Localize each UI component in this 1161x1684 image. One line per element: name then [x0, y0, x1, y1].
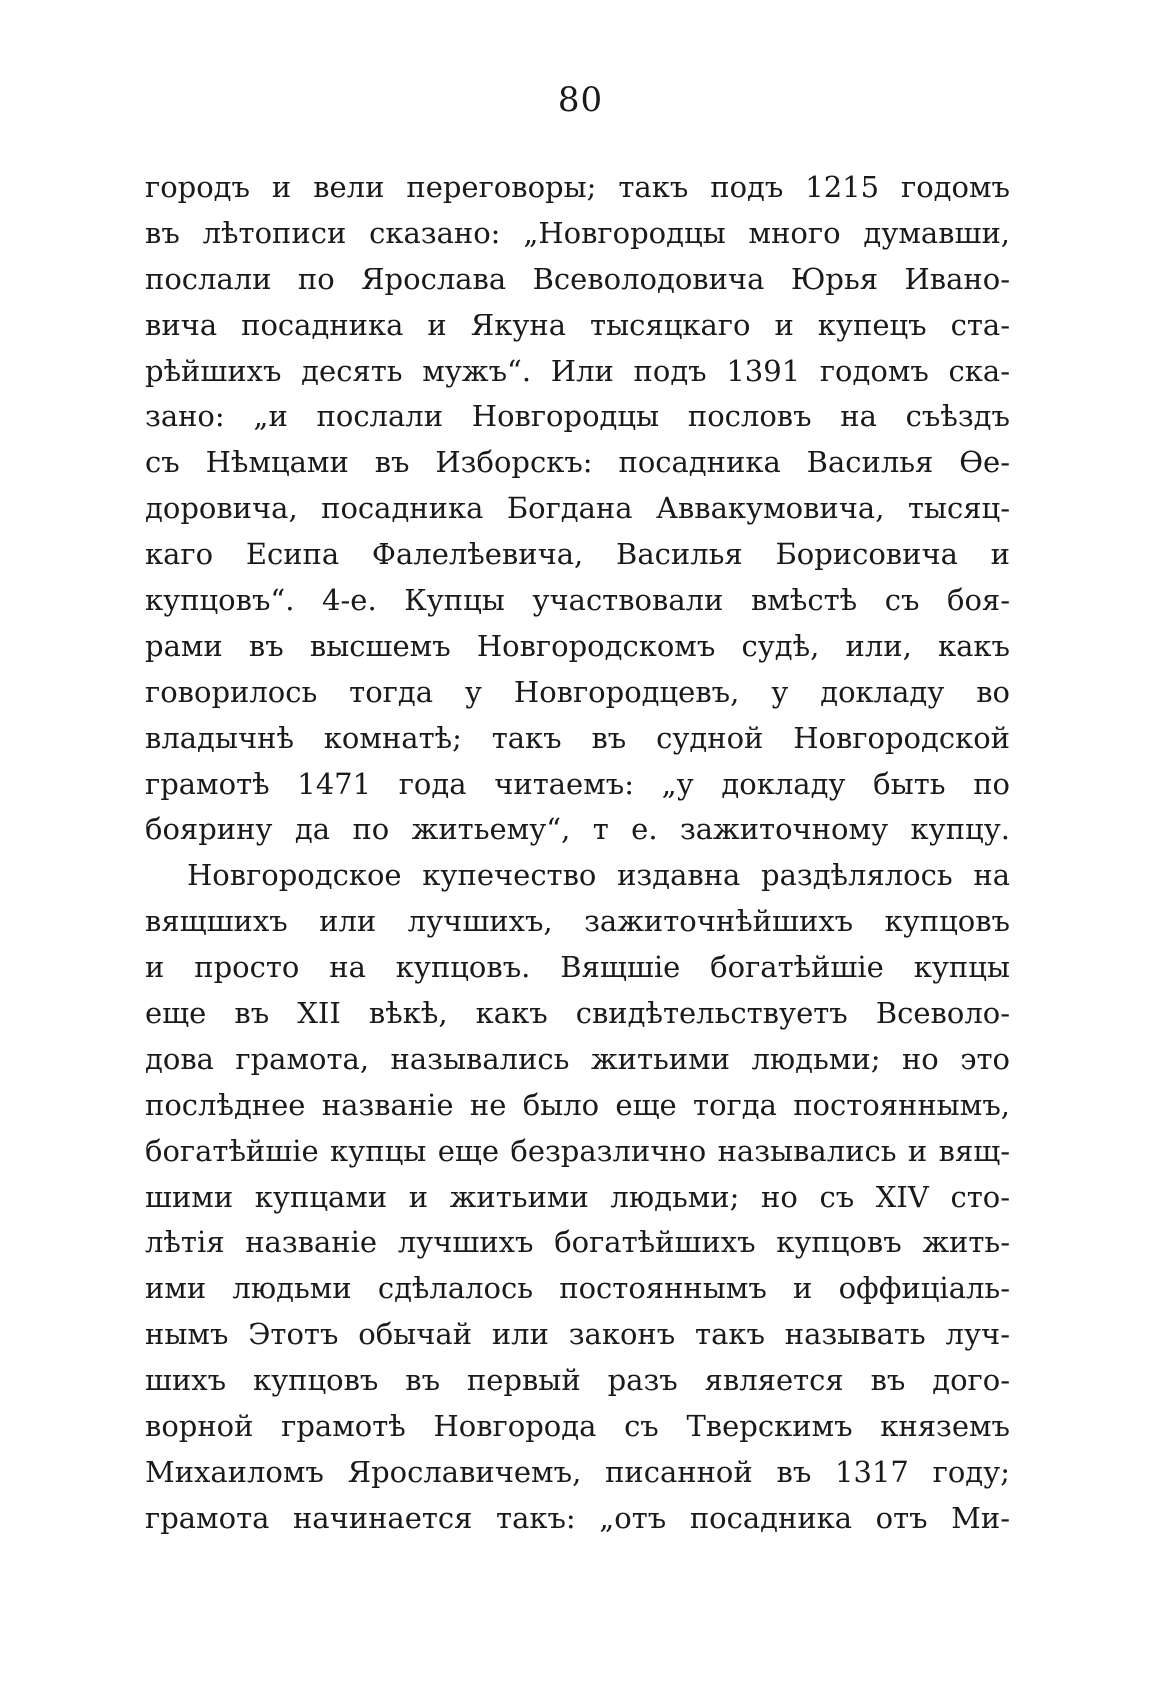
text-line: рѣйшихъ десять мужъ“. Или подъ 1391 годомъ ска-: [145, 353, 1010, 388]
text-line: шихъ купцовъ въ первый разъ является въ дого-: [145, 1363, 1010, 1398]
text-line: купцовъ“. 4-е. Купцы участвовали вмѣстѣ съ боя-: [145, 583, 1010, 618]
text-line: въ лѣтописи сказано: „Новгородцы много думавши,: [145, 215, 1010, 250]
text-line: ими людьми сдѣлалось постояннымъ и оффиціаль-: [145, 1271, 1010, 1306]
text-line: грамотѣ 1471 года читаемъ: „у докладу быть по: [145, 766, 1010, 801]
text-line: вича посадника и Якуна тысяцкаго и купецъ ста-: [145, 307, 1010, 342]
text-line: каго Есипа Фалелѣевича, Василья Борисовича и: [145, 537, 1010, 572]
text-line: ворной грамотѣ Новгорода съ Тверскимъ княземъ: [145, 1409, 1010, 1444]
text-line: лѣтія названіе лучшихъ богатѣйшихъ купцовъ жить-: [145, 1225, 1010, 1260]
text-line: вящшихъ или лучшихъ, зажиточнѣйшихъ купцовъ: [145, 904, 1010, 939]
page-number: 80: [557, 80, 604, 120]
text-line: рами въ высшемъ Новгородскомъ судѣ, или, какъ: [145, 628, 1010, 663]
text-line: говорилось тогда у Новгородцевъ, у докладу во: [145, 674, 1010, 709]
text-line: съ Нѣмцами въ Изборскъ: посадника Василья Ѳе-: [145, 445, 1010, 480]
text-line: послѣднее названіе не было еще тогда постояннымъ,: [145, 1087, 1010, 1122]
body-text: [145, 165, 1010, 1542]
text-line: грамота начинается такъ: „отъ посадника отъ Ми-: [145, 1500, 1010, 1535]
text-line: послали по Ярослава Всеволодовича Юрья Ивано-: [145, 261, 1010, 296]
text-line: нымъ Этотъ обычай или законъ такъ называть луч-: [145, 1317, 1010, 1352]
text-line: еще въ XII вѣкѣ, какъ свидѣтельствуетъ Всеволо-: [145, 996, 1010, 1031]
text-line: доровича, посадника Богдана Аввакумовича, тысяц-: [145, 491, 1010, 526]
text-line: владычнѣ комнатѣ; такъ въ судной Новгородской: [145, 720, 1010, 755]
text-line: и просто на купцовъ. Вящшіе богатѣйшіе купцы: [145, 950, 1010, 985]
text-line: дова грамота, назывались житьими людьми; но это: [145, 1041, 1010, 1076]
text-line: шими купцами и житьими людьми; но съ XIV сто-: [145, 1179, 1010, 1214]
text-line: Новгородское купечество издавна раздѣлялось на: [187, 858, 1010, 893]
text-line: боярину да по житьему“, т е. зажиточному купцу.: [145, 812, 1010, 847]
text-line: городъ и вели переговоры; такъ подъ 1215 годомъ: [145, 170, 1010, 204]
text-line: зано: „и послали Новгородцы пословъ на съѣздъ: [145, 399, 1010, 434]
text-line: Михаиломъ Ярославичемъ, писанной въ 1317 году;: [145, 1454, 1010, 1489]
text-line: богатѣйшіе купцы еще безразлично назывались и вящ-: [145, 1133, 1010, 1168]
